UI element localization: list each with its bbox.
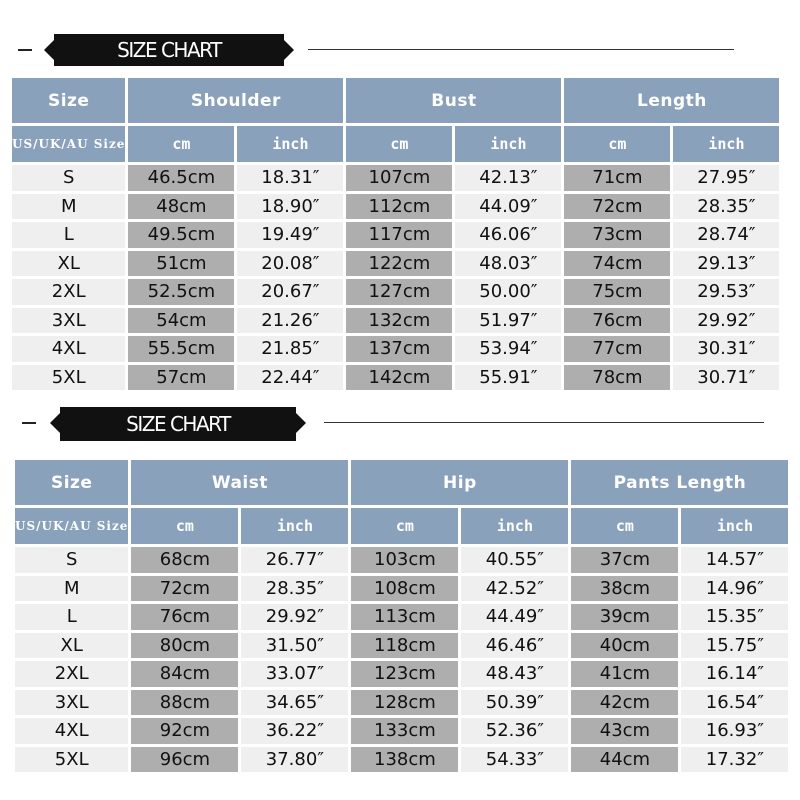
size-label: S — [15, 547, 128, 573]
cm-value: 54cm — [128, 308, 234, 334]
inch-value: 18.31″ — [237, 165, 343, 191]
inch-value: 36.22″ — [241, 718, 348, 744]
inch-value: 22.44″ — [237, 365, 343, 391]
table-row — [12, 222, 779, 248]
inch-value: 50.00″ — [455, 279, 561, 305]
banner-dash — [18, 49, 32, 51]
banner-dash — [22, 422, 36, 424]
banner-flag-right — [284, 40, 294, 60]
inch-value: 33.07″ — [241, 661, 348, 687]
inch-value: 27.95″ — [673, 165, 779, 191]
header-row — [15, 460, 788, 505]
size-label: M — [15, 576, 128, 602]
cm-value: 138cm — [351, 747, 458, 773]
table-row — [15, 747, 788, 773]
table-row — [12, 279, 779, 305]
cm-value: 76cm — [131, 604, 238, 630]
header-g3: Length — [564, 78, 779, 123]
cm-value: 46.5cm — [128, 165, 234, 191]
cm-value: 122cm — [346, 251, 452, 277]
inch-value: 28.35″ — [673, 194, 779, 220]
banner-flag-left — [50, 413, 60, 433]
subheader-cm: cm — [571, 508, 678, 544]
cm-value: 41cm — [571, 661, 678, 687]
inch-value: 29.13″ — [673, 251, 779, 277]
inch-value: 14.96″ — [681, 576, 788, 602]
cm-value: 72cm — [564, 194, 670, 220]
bottom-banner-row — [0, 403, 800, 443]
subheader-inch: inch — [455, 126, 561, 162]
header-g1: Waist — [131, 460, 348, 505]
cm-value: 78cm — [564, 365, 670, 391]
cm-value: 76cm — [564, 308, 670, 334]
inch-value: 29.92″ — [673, 308, 779, 334]
cm-value: 49.5cm — [128, 222, 234, 248]
inch-value: 46.46″ — [461, 633, 568, 659]
size-label: L — [12, 222, 125, 248]
header-g2: Hip — [351, 460, 568, 505]
cm-value: 48cm — [128, 194, 234, 220]
cm-value: 74cm — [564, 251, 670, 277]
cm-value: 52.5cm — [128, 279, 234, 305]
cm-value: 37cm — [571, 547, 678, 573]
inch-value: 44.49″ — [461, 604, 568, 630]
table-row — [15, 604, 788, 630]
cm-value: 132cm — [346, 308, 452, 334]
cm-value: 80cm — [131, 633, 238, 659]
size-label: 4XL — [12, 336, 125, 362]
inch-value: 16.93″ — [681, 718, 788, 744]
cm-value: 84cm — [131, 661, 238, 687]
table-row — [15, 633, 788, 659]
cm-value: 57cm — [128, 365, 234, 391]
header-size: Size — [12, 78, 125, 123]
cm-value: 40cm — [571, 633, 678, 659]
cm-value: 113cm — [351, 604, 458, 630]
size-label: S — [12, 165, 125, 191]
table-row — [15, 576, 788, 602]
cm-value: 71cm — [564, 165, 670, 191]
cm-value: 137cm — [346, 336, 452, 362]
subheader-size: US/UK/AU Size — [12, 126, 125, 162]
inch-value: 48.43″ — [461, 661, 568, 687]
inch-value: 29.53″ — [673, 279, 779, 305]
cm-value: 42cm — [571, 690, 678, 716]
cm-value: 142cm — [346, 365, 452, 391]
inch-value: 30.31″ — [673, 336, 779, 362]
cm-value: 68cm — [131, 547, 238, 573]
cm-value: 133cm — [351, 718, 458, 744]
inch-value: 31.50″ — [241, 633, 348, 659]
size-label: 4XL — [15, 718, 128, 744]
table-row — [15, 718, 788, 744]
inch-value: 53.94″ — [455, 336, 561, 362]
top-banner-row — [0, 30, 800, 70]
cm-value: 127cm — [346, 279, 452, 305]
size-label: 5XL — [12, 365, 125, 391]
header-g1: Shoulder — [128, 78, 343, 123]
table-row — [15, 661, 788, 687]
subheader-row — [12, 126, 779, 162]
table-row — [12, 308, 779, 334]
size-label: XL — [15, 633, 128, 659]
inch-value: 29.92″ — [241, 604, 348, 630]
table-row — [12, 336, 779, 362]
cm-value: 38cm — [571, 576, 678, 602]
inch-value: 46.06″ — [455, 222, 561, 248]
inch-value: 21.85″ — [237, 336, 343, 362]
inch-value: 50.39″ — [461, 690, 568, 716]
size-label: M — [12, 194, 125, 220]
inch-value: 21.26″ — [237, 308, 343, 334]
subheader-inch: inch — [673, 126, 779, 162]
table-row — [12, 194, 779, 220]
inch-value: 54.33″ — [461, 747, 568, 773]
cm-value: 123cm — [351, 661, 458, 687]
cm-value: 96cm — [131, 747, 238, 773]
banner-rule — [324, 422, 764, 423]
size-label: 2XL — [12, 279, 125, 305]
subheader-cm: cm — [128, 126, 234, 162]
inch-value: 30.71″ — [673, 365, 779, 391]
size-chart-top-table — [9, 75, 782, 393]
inch-value: 16.54″ — [681, 690, 788, 716]
cm-value: 75cm — [564, 279, 670, 305]
subheader-cm: cm — [564, 126, 670, 162]
inch-value: 19.49″ — [237, 222, 343, 248]
table-row — [15, 547, 788, 573]
cm-value: 51cm — [128, 251, 234, 277]
cm-value: 39cm — [571, 604, 678, 630]
banner-rule — [308, 49, 734, 50]
subheader-cm: cm — [346, 126, 452, 162]
table-row — [12, 251, 779, 277]
table-row — [12, 365, 779, 391]
inch-value: 17.32″ — [681, 747, 788, 773]
size-label: 3XL — [12, 308, 125, 334]
table-row — [15, 690, 788, 716]
inch-value: 16.14″ — [681, 661, 788, 687]
size-label: 2XL — [15, 661, 128, 687]
subheader-inch: inch — [241, 508, 348, 544]
banner-flag-left — [44, 40, 54, 60]
banner-title: SIZE CHART — [126, 412, 230, 436]
cm-value: 44cm — [571, 747, 678, 773]
cm-value: 117cm — [346, 222, 452, 248]
inch-value: 26.77″ — [241, 547, 348, 573]
inch-value: 18.90″ — [237, 194, 343, 220]
size-label: 5XL — [15, 747, 128, 773]
subheader-inch: inch — [681, 508, 788, 544]
size-label: L — [15, 604, 128, 630]
cm-value: 107cm — [346, 165, 452, 191]
cm-value: 108cm — [351, 576, 458, 602]
cm-value: 77cm — [564, 336, 670, 362]
size-label: XL — [12, 251, 125, 277]
subheader-row — [15, 508, 788, 544]
subheader-size: US/UK/AU Size — [15, 508, 128, 544]
size-label: 3XL — [15, 690, 128, 716]
inch-value: 34.65″ — [241, 690, 348, 716]
inch-value: 28.35″ — [241, 576, 348, 602]
banner-title: SIZE CHART — [117, 38, 221, 62]
cm-value: 43cm — [571, 718, 678, 744]
cm-value: 128cm — [351, 690, 458, 716]
inch-value: 20.08″ — [237, 251, 343, 277]
subheader-cm: cm — [131, 508, 238, 544]
banner-flag-right — [296, 413, 306, 433]
inch-value: 40.55″ — [461, 547, 568, 573]
inch-value: 51.97″ — [455, 308, 561, 334]
header-row — [12, 78, 779, 123]
cm-value: 72cm — [131, 576, 238, 602]
inch-value: 44.09″ — [455, 194, 561, 220]
header-size: Size — [15, 460, 128, 505]
inch-value: 20.67″ — [237, 279, 343, 305]
cm-value: 92cm — [131, 718, 238, 744]
inch-value: 15.35″ — [681, 604, 788, 630]
subheader-inch: inch — [461, 508, 568, 544]
cm-value: 73cm — [564, 222, 670, 248]
inch-value: 15.75″ — [681, 633, 788, 659]
subheader-cm: cm — [351, 508, 458, 544]
header-g3: Pants Length — [571, 460, 788, 505]
inch-value: 52.36″ — [461, 718, 568, 744]
inch-value: 14.57″ — [681, 547, 788, 573]
cm-value: 112cm — [346, 194, 452, 220]
inch-value: 37.80″ — [241, 747, 348, 773]
inch-value: 42.52″ — [461, 576, 568, 602]
cm-value: 88cm — [131, 690, 238, 716]
inch-value: 28.74″ — [673, 222, 779, 248]
cm-value: 103cm — [351, 547, 458, 573]
cm-value: 55.5cm — [128, 336, 234, 362]
header-g2: Bust — [346, 78, 561, 123]
inch-value: 48.03″ — [455, 251, 561, 277]
table-row — [12, 165, 779, 191]
inch-value: 55.91″ — [455, 365, 561, 391]
size-chart-bottom-table — [12, 457, 791, 775]
cm-value: 118cm — [351, 633, 458, 659]
inch-value: 42.13″ — [455, 165, 561, 191]
subheader-inch: inch — [237, 126, 343, 162]
